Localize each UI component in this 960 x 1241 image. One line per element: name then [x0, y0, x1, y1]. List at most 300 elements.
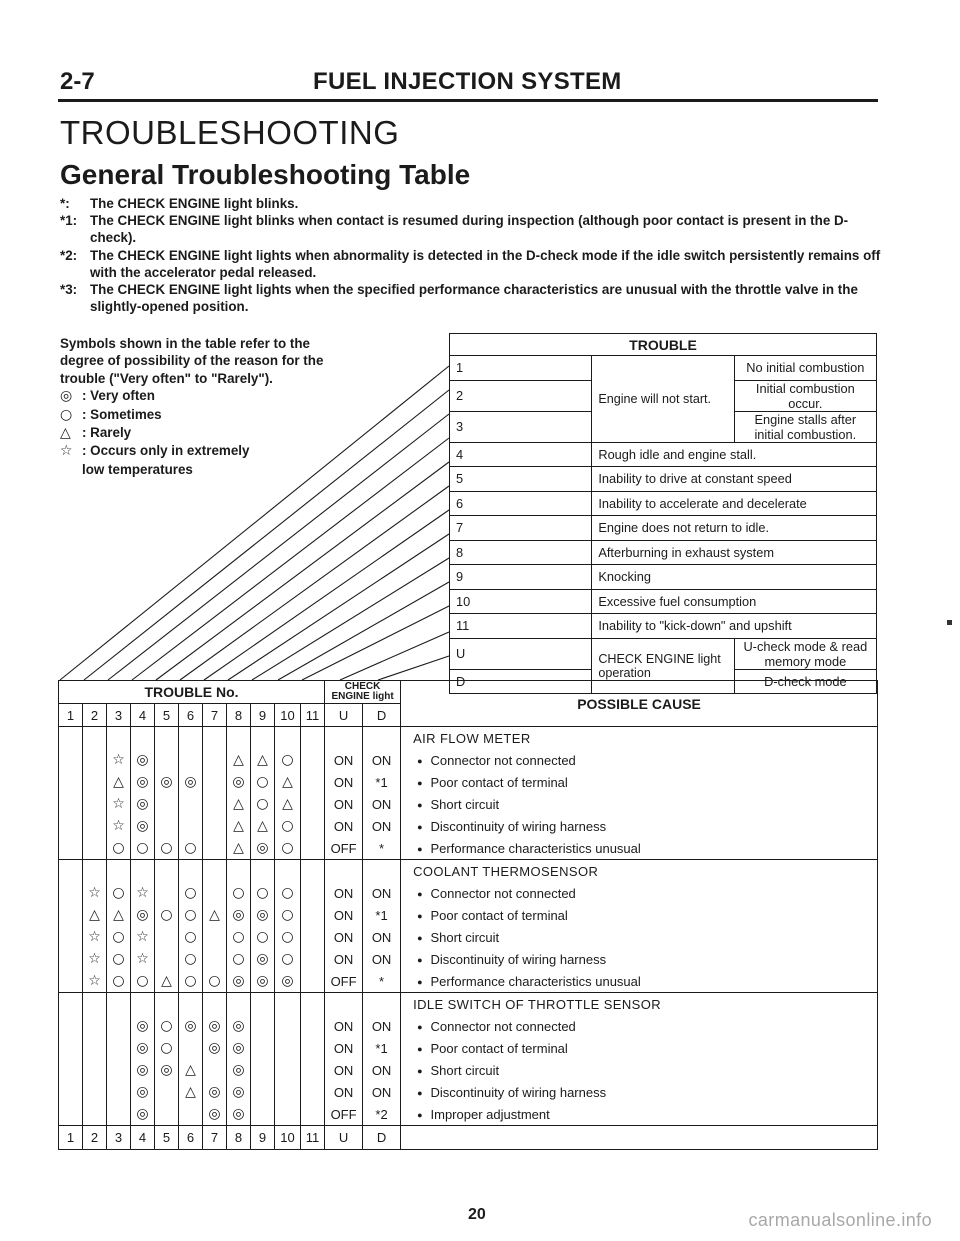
possibility-cell: [155, 1103, 179, 1126]
possibility-cell: ☆: [131, 882, 155, 904]
possible-cause-item: ● Performance characteristics unusual: [401, 837, 878, 860]
possibility-cell: [203, 749, 227, 771]
chapter-title: FUEL INJECTION SYSTEM: [313, 68, 622, 95]
possibility-cell: ◎: [131, 749, 155, 771]
empty-cell: [107, 993, 131, 1016]
possibility-cell: [59, 1015, 83, 1037]
possibility-cell: [301, 837, 325, 860]
possibility-cell: ◎: [227, 1103, 251, 1126]
sometimes-icon: ○: [60, 406, 73, 423]
cause-group-name: IDLE SWITCH OF THROTTLE SENSOR: [401, 993, 878, 1016]
check-engine-cell: ON: [325, 948, 363, 970]
possibility-cell: [275, 1059, 301, 1081]
table-row: [59, 771, 878, 793]
empty-cell: [179, 727, 203, 750]
check-engine-cell: ON: [363, 793, 401, 815]
possibility-cell: ◎: [131, 1015, 155, 1037]
possibility-cell: ◎: [227, 904, 251, 926]
column-number: 2: [83, 1126, 107, 1150]
possibility-cell: ○: [107, 948, 131, 970]
check-engine-cell: ON: [363, 815, 401, 837]
guide-line: [378, 656, 449, 680]
possibility-cell: ◎: [131, 793, 155, 815]
column-number: 6: [179, 704, 203, 727]
possibility-cell: [301, 749, 325, 771]
check-engine-cell: ON: [325, 771, 363, 793]
trouble-row: 10 Excessive fuel consumption: [450, 589, 877, 614]
legend-very-often: ◎ : Very often: [60, 388, 155, 405]
possibility-cell: [59, 793, 83, 815]
table-row: [59, 948, 878, 970]
possibility-cell: [301, 926, 325, 948]
trouble-row: 4 Rough idle and engine stall.: [450, 442, 877, 467]
empty-cell: [59, 727, 83, 750]
possibility-cell: [179, 793, 203, 815]
check-engine-cell: ON: [363, 1059, 401, 1081]
column-number: 4: [131, 704, 155, 727]
possibility-cell: [155, 793, 179, 815]
possible-cause-item: ● Connector not connected: [401, 1015, 878, 1037]
table-row: [59, 1015, 878, 1037]
possibility-cell: ○: [179, 837, 203, 860]
check-engine-cell: OFF: [325, 837, 363, 860]
possibility-cell: [155, 815, 179, 837]
possibility-cell: △: [107, 771, 131, 793]
possibility-cell: ○: [251, 882, 275, 904]
possible-cause-item: ● Discontinuity of wiring harness: [401, 815, 878, 837]
empty-cell: [107, 727, 131, 750]
possibility-cell: ◎: [131, 771, 155, 793]
possibility-cell: ◎: [203, 1015, 227, 1037]
column-number: D: [363, 1126, 401, 1150]
possibility-cell: △: [203, 904, 227, 926]
possible-cause-item: ● Connector not connected: [401, 882, 878, 904]
check-engine-cell: ON: [325, 882, 363, 904]
check-engine-cell: ON: [363, 1015, 401, 1037]
matrix-title-row: [59, 681, 878, 704]
possibility-cell: [251, 1103, 275, 1126]
possibility-cell: [83, 815, 107, 837]
possibility-cell: [83, 1081, 107, 1103]
column-number: 3: [107, 704, 131, 727]
empty-cell: [83, 727, 107, 750]
table-row: [59, 815, 878, 837]
check-engine-cell: *: [363, 837, 401, 860]
possibility-cell: ◎: [251, 948, 275, 970]
guide-line: [340, 632, 449, 680]
possibility-cell: [301, 815, 325, 837]
check-engine-cell: ON: [325, 926, 363, 948]
guide-line: [204, 510, 449, 680]
possibility-cell: ○: [275, 749, 301, 771]
section-title: TROUBLESHOOTING: [60, 114, 400, 151]
possibility-cell: [83, 837, 107, 860]
empty-cell: [83, 993, 107, 1016]
possibility-cell: ◎: [131, 904, 155, 926]
possibility-cell: [301, 1037, 325, 1059]
table-row: [59, 749, 878, 771]
column-number: 8: [227, 1126, 251, 1150]
trouble-title: TROUBLE: [450, 334, 877, 356]
column-number: 6: [179, 1126, 203, 1150]
possibility-cell: [155, 948, 179, 970]
possibility-cell: ○: [179, 970, 203, 993]
possibility-cell: ○: [251, 771, 275, 793]
column-number: 11: [301, 704, 325, 727]
possibility-cell: ◎: [227, 970, 251, 993]
possibility-cell: ☆: [83, 926, 107, 948]
check-engine-operation-label: CHECK ENGINE light operation: [592, 638, 734, 694]
column-number: 7: [203, 1126, 227, 1150]
possibility-cell: ○: [131, 837, 155, 860]
possibility-cell: ◎: [227, 1037, 251, 1059]
empty-cell: [203, 860, 227, 883]
possibility-cell: ◎: [251, 904, 275, 926]
possibility-cell: [275, 1037, 301, 1059]
possibility-cell: [203, 815, 227, 837]
trouble-no-header: TROUBLE No.: [59, 681, 325, 704]
troubleshooting-matrix: [58, 680, 878, 1150]
possibility-cell: [59, 1081, 83, 1103]
possibility-cell: ○: [227, 882, 251, 904]
possibility-cell: [179, 749, 203, 771]
possibility-cell: [155, 882, 179, 904]
possibility-cell: ◎: [131, 1059, 155, 1081]
possibility-cell: [203, 926, 227, 948]
rarely-icon: △: [60, 425, 71, 442]
possibility-cell: ◎: [227, 1081, 251, 1103]
possibility-cell: [251, 1037, 275, 1059]
possibility-cell: △: [107, 904, 131, 926]
possibility-cell: ○: [107, 837, 131, 860]
possibility-cell: ◎: [227, 1059, 251, 1081]
possibility-cell: [301, 948, 325, 970]
possibility-cell: ☆: [83, 882, 107, 904]
possible-cause-item: ● Short circuit: [401, 1059, 878, 1081]
empty-cell: [131, 860, 155, 883]
subsection-title: General Troubleshooting Table: [60, 159, 471, 190]
possibility-cell: [203, 948, 227, 970]
column-number: D: [363, 704, 401, 727]
check-engine-cell: ON: [363, 1081, 401, 1103]
possibility-cell: ○: [227, 948, 251, 970]
possibility-cell: [59, 1059, 83, 1081]
possibility-cell: [203, 1059, 227, 1081]
possibility-cell: △: [179, 1081, 203, 1103]
possible-cause-item: ● Discontinuity of wiring harness: [401, 948, 878, 970]
possibility-cell: [203, 837, 227, 860]
possibility-cell: ○: [179, 904, 203, 926]
empty-cell: [363, 993, 401, 1016]
table-row: [59, 882, 878, 904]
possibility-cell: [301, 1059, 325, 1081]
column-number: 9: [251, 704, 275, 727]
possibility-cell: [107, 1015, 131, 1037]
table-row: [59, 1037, 878, 1059]
possibility-cell: ○: [275, 837, 301, 860]
possibility-cell: [155, 1081, 179, 1103]
possibility-cell: ◎: [179, 771, 203, 793]
mode-row-d: D D-check mode: [450, 669, 877, 694]
cause-group-header: [59, 727, 878, 750]
possibility-cell: ◎: [251, 837, 275, 860]
possibility-cell: ○: [251, 926, 275, 948]
possibility-cell: ○: [203, 970, 227, 993]
table-row: [59, 1081, 878, 1103]
empty-cell: [131, 727, 155, 750]
empty-cell: [155, 860, 179, 883]
check-engine-cell: ON: [325, 1059, 363, 1081]
check-engine-cell: ON: [325, 1037, 363, 1059]
possibility-cell: [203, 771, 227, 793]
note-blink: *: The CHECK ENGINE light blinks.: [60, 196, 299, 211]
possibility-cell: [59, 926, 83, 948]
legend-low-temp-cont: low temperatures: [82, 461, 193, 477]
possibility-cell: △: [227, 837, 251, 860]
trouble-row: 8 Afterburning in exhaust system: [450, 540, 877, 565]
possible-cause-header: POSSIBLE CAUSE: [401, 681, 878, 727]
possibility-cell: ○: [275, 815, 301, 837]
check-engine-cell: ON: [325, 904, 363, 926]
possibility-cell: △: [227, 793, 251, 815]
column-number: 5: [155, 1126, 179, 1150]
possibility-cell: ◎: [203, 1081, 227, 1103]
possibility-cell: [275, 1015, 301, 1037]
possibility-cell: △: [179, 1059, 203, 1081]
possibility-cell: [59, 1103, 83, 1126]
possibility-cell: [83, 749, 107, 771]
empty-cell: [251, 993, 275, 1016]
column-number: 10: [275, 704, 301, 727]
engine-will-not-start: Engine will not start.: [592, 356, 734, 443]
possibility-cell: ○: [179, 926, 203, 948]
guide-line: [108, 414, 449, 680]
possibility-cell: ◎: [179, 1015, 203, 1037]
column-number: 1: [59, 704, 83, 727]
guide-line: [156, 462, 449, 680]
possibility-cell: △: [227, 749, 251, 771]
table-row: [59, 1103, 878, 1126]
possibility-cell: [83, 1015, 107, 1037]
empty-cell: [131, 993, 155, 1016]
guide-line: [278, 582, 449, 680]
possibility-cell: △: [251, 815, 275, 837]
possibility-cell: ○: [275, 882, 301, 904]
possibility-cell: ○: [275, 904, 301, 926]
possibility-cell: [59, 815, 83, 837]
check-engine-cell: ON: [325, 749, 363, 771]
possible-cause-item: ● Connector not connected: [401, 749, 878, 771]
empty-cell: [59, 993, 83, 1016]
empty-cell: [203, 727, 227, 750]
footer-blank: [401, 1126, 878, 1150]
table-row: [59, 1059, 878, 1081]
cause-group-header: [59, 860, 878, 883]
possibility-cell: △: [275, 771, 301, 793]
possibility-cell: [179, 1103, 203, 1126]
guide-line: [252, 558, 449, 680]
note-1: *1: The CHECK ENGINE light blinks when contact is resumed during inspection (although poor contact is present in the D-check).: [60, 213, 849, 246]
possibility-cell: ◎: [203, 1037, 227, 1059]
empty-cell: [301, 993, 325, 1016]
possibility-cell: ☆: [107, 793, 131, 815]
empty-cell: [59, 860, 83, 883]
empty-cell: [227, 993, 251, 1016]
possibility-cell: ○: [251, 793, 275, 815]
possibility-cell: ◎: [275, 970, 301, 993]
legend-sometimes: ○ : Sometimes: [60, 406, 162, 423]
column-number: 8: [227, 704, 251, 727]
guide-line: [132, 438, 449, 680]
legend-low-temp: ☆ : Occurs only in extremely: [60, 443, 250, 460]
cause-group-name: COOLANT THERMOSENSOR: [401, 860, 878, 883]
empty-cell: [363, 860, 401, 883]
possibility-cell: [251, 1059, 275, 1081]
column-number: 10: [275, 1126, 301, 1150]
empty-cell: [83, 860, 107, 883]
check-engine-cell: *1: [363, 771, 401, 793]
possibility-cell: ◎: [227, 771, 251, 793]
possibility-cell: ○: [179, 948, 203, 970]
possibility-cell: [59, 882, 83, 904]
empty-cell: [275, 727, 301, 750]
table-row: [59, 970, 878, 993]
empty-cell: [275, 860, 301, 883]
column-number: 2: [83, 704, 107, 727]
empty-cell: [227, 727, 251, 750]
empty-cell: [301, 727, 325, 750]
trouble-row: 2 Initial combustion occur.: [450, 380, 877, 411]
column-number: 7: [203, 704, 227, 727]
possibility-cell: [251, 1015, 275, 1037]
column-number: U: [325, 704, 363, 727]
empty-cell: [155, 727, 179, 750]
empty-cell: [325, 993, 363, 1016]
empty-cell: [325, 860, 363, 883]
possible-cause-item: ● Poor contact of terminal: [401, 904, 878, 926]
check-engine-cell: OFF: [325, 1103, 363, 1126]
possibility-cell: [301, 1015, 325, 1037]
possibility-cell: △: [83, 904, 107, 926]
column-number: 9: [251, 1126, 275, 1150]
check-engine-cell: *: [363, 970, 401, 993]
possibility-cell: [155, 749, 179, 771]
possibility-cell: [301, 771, 325, 793]
possibility-cell: △: [227, 815, 251, 837]
possibility-cell: ☆: [83, 970, 107, 993]
possibility-cell: ○: [131, 970, 155, 993]
possibility-cell: ○: [227, 926, 251, 948]
possibility-cell: △: [275, 793, 301, 815]
possibility-cell: [83, 1037, 107, 1059]
low-temperature-icon: ☆: [60, 443, 73, 460]
guide-line: [60, 366, 449, 680]
trouble-row: 3 Engine stalls after initial combustion.: [450, 411, 877, 442]
possibility-cell: [301, 1103, 325, 1126]
possibility-cell: [301, 1081, 325, 1103]
possibility-cell: [301, 882, 325, 904]
empty-cell: [179, 993, 203, 1016]
check-engine-cell: ON: [325, 815, 363, 837]
possibility-cell: [59, 970, 83, 993]
page-number: 20: [468, 1206, 486, 1223]
possibility-cell: ◎: [131, 1081, 155, 1103]
possibility-cell: ◎: [155, 1059, 179, 1081]
trouble-row: 6 Inability to accelerate and decelerate: [450, 491, 877, 516]
possibility-cell: ○: [155, 1037, 179, 1059]
possibility-cell: ◎: [227, 1015, 251, 1037]
possibility-cell: △: [155, 970, 179, 993]
possibility-cell: ◎: [131, 1103, 155, 1126]
check-engine-header: CHECK ENGINE light: [325, 681, 401, 704]
check-engine-cell: OFF: [325, 970, 363, 993]
table-row: [59, 793, 878, 815]
possibility-cell: ☆: [83, 948, 107, 970]
possibility-cell: [59, 948, 83, 970]
possibility-cell: ◎: [251, 970, 275, 993]
legend-intro: Symbols shown in the table refer to the degree of possibility of the reason for the trouble ("Very often" to "Rarely").: [60, 336, 324, 386]
trouble-row: 5 Inability to drive at constant speed: [450, 467, 877, 492]
empty-cell: [363, 727, 401, 750]
possibility-cell: [275, 1103, 301, 1126]
possibility-cell: [179, 815, 203, 837]
possibility-cell: ☆: [131, 926, 155, 948]
empty-cell: [155, 993, 179, 1016]
cause-group-header: [59, 993, 878, 1016]
trouble-row: 1 Engine will not start. No initial combustion: [450, 356, 877, 381]
note-2: *2: The CHECK ENGINE light lights when abnormality is detected in the D-check mode if the idle switch persistently remains off with the accelerator pedal released.: [60, 247, 881, 280]
guide-line: [228, 534, 449, 680]
possibility-cell: [107, 1103, 131, 1126]
watermark: carmanualsonline.info: [748, 1210, 932, 1230]
possibility-cell: [301, 793, 325, 815]
possible-cause-item: ● Short circuit: [401, 793, 878, 815]
check-engine-cell: ON: [325, 1081, 363, 1103]
legend-rarely: △ : Rarely: [60, 425, 132, 442]
possibility-cell: [83, 793, 107, 815]
table-row: [59, 837, 878, 860]
empty-cell: [251, 860, 275, 883]
empty-cell: [107, 860, 131, 883]
possibility-cell: [251, 1081, 275, 1103]
column-number: U: [325, 1126, 363, 1150]
possible-cause-item: ● Performance characteristics unusual: [401, 970, 878, 993]
check-engine-cell: *1: [363, 1037, 401, 1059]
possibility-cell: ◎: [131, 1037, 155, 1059]
possibility-cell: ○: [179, 882, 203, 904]
possibility-cell: ○: [107, 926, 131, 948]
check-engine-cell: *1: [363, 904, 401, 926]
column-number: 1: [59, 1126, 83, 1150]
possibility-cell: [155, 926, 179, 948]
possible-cause-item: ● Improper adjustment: [401, 1103, 878, 1126]
possibility-cell: [59, 1037, 83, 1059]
trouble-row: 7 Engine does not return to idle.: [450, 516, 877, 541]
cause-group-name: AIR FLOW METER: [401, 727, 878, 750]
empty-cell: [251, 727, 275, 750]
check-engine-cell: ON: [363, 926, 401, 948]
possibility-cell: ◎: [155, 771, 179, 793]
possibility-cell: ○: [107, 970, 131, 993]
possible-cause-item: ● Short circuit: [401, 926, 878, 948]
mode-row-u: U CHECK ENGINE light operation U-check mode & read memory mode: [450, 638, 877, 669]
column-number: 11: [301, 1126, 325, 1150]
possibility-cell: [203, 793, 227, 815]
page-section-number: 2-7: [60, 68, 95, 95]
possibility-cell: ○: [155, 1015, 179, 1037]
possibility-cell: [107, 1037, 131, 1059]
possibility-cell: ○: [155, 837, 179, 860]
